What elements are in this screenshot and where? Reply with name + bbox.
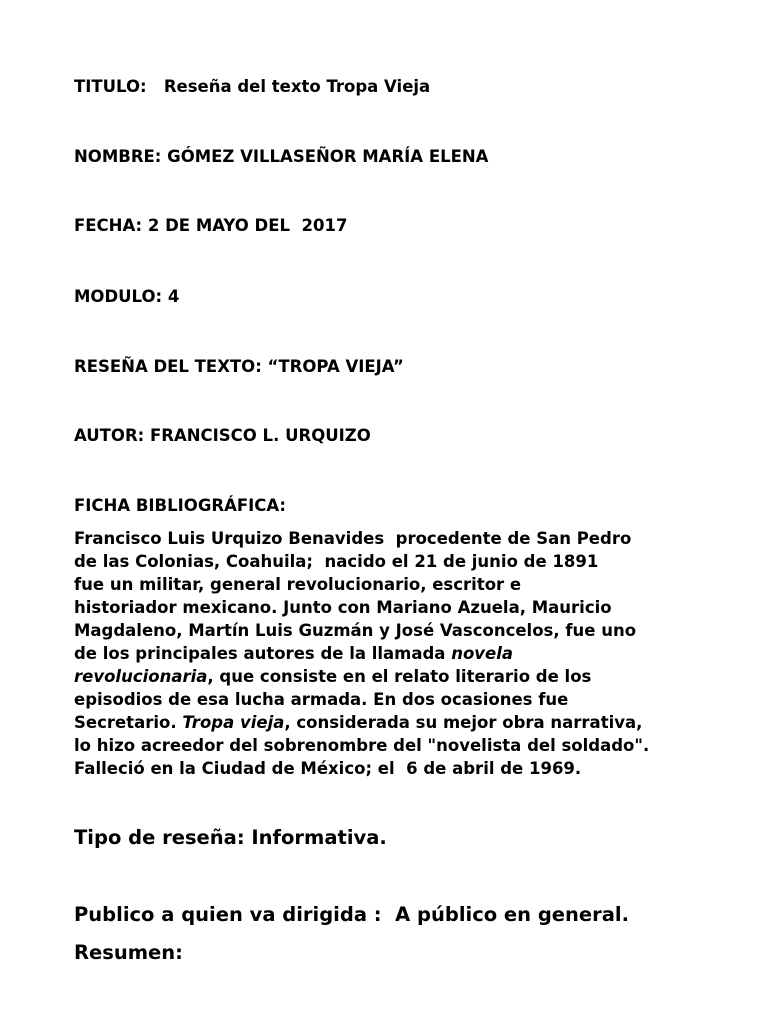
bio-italic-text: Tropa vieja: [182, 713, 285, 732]
bio-line: historiador mexicano. Junto con Mariano Azuela, Mauricio: [74, 598, 612, 617]
bio-italic-text: novela: [451, 644, 514, 663]
fecha-line: FECHA: 2 DE MAYO DEL 2017: [74, 216, 348, 235]
biography-paragraph: [74, 527, 714, 780]
bio-line: [74, 665, 714, 688]
bio-line: [74, 711, 714, 734]
bio-line: [74, 642, 714, 665]
nombre-line: NOMBRE: GÓMEZ VILLASEÑOR MARÍA ELENA: [74, 147, 489, 166]
bio-text: Secretario.: [74, 713, 183, 732]
bio-line: Falleció en la Ciudad de México; el 6 de abril de 1969.: [74, 759, 582, 778]
resumen-heading: Resumen:: [74, 941, 183, 964]
bio-line: fue un militar, general revolucionario, escritor e: [74, 575, 522, 594]
bio-line: lo hizo acreedor del sobrenombre del "novelista del soldado".: [74, 736, 650, 755]
tipo-resena-line: Tipo de reseña: Informativa.: [74, 826, 387, 849]
bio-italic-text: revolucionaria: [74, 667, 208, 686]
bio-line: Francisco Luis Urquizo Benavides procedente de San Pedro: [74, 529, 632, 548]
bio-text: , considerada su mejor obra narrativa,: [284, 713, 643, 732]
resena-texto-line: RESEÑA DEL TEXTO: “TROPA VIEJA”: [74, 357, 404, 376]
bio-line: de las Colonias, Coahuila; nacido el 21 de junio de 1891: [74, 552, 599, 571]
bio-text: , que consiste en el relato literario de los: [207, 667, 592, 686]
publico-line: Publico a quien va dirigida : A público en general.: [74, 903, 629, 926]
autor-line: AUTOR: FRANCISCO L. URQUIZO: [74, 426, 371, 445]
bio-text: de los principales autores de la llamada: [74, 644, 452, 663]
bio-line: Magdaleno, Martín Luis Guzmán y José Vasconcelos, fue uno: [74, 621, 637, 640]
bio-line: episodios de esa lucha armada. En dos ocasiones fue: [74, 690, 569, 709]
titulo-line: TITULO: Reseña del texto Tropa Vieja: [74, 77, 431, 96]
ficha-bibliografica-heading: FICHA BIBLIOGRÁFICA:: [74, 496, 287, 515]
modulo-line: MODULO: 4: [74, 287, 180, 306]
